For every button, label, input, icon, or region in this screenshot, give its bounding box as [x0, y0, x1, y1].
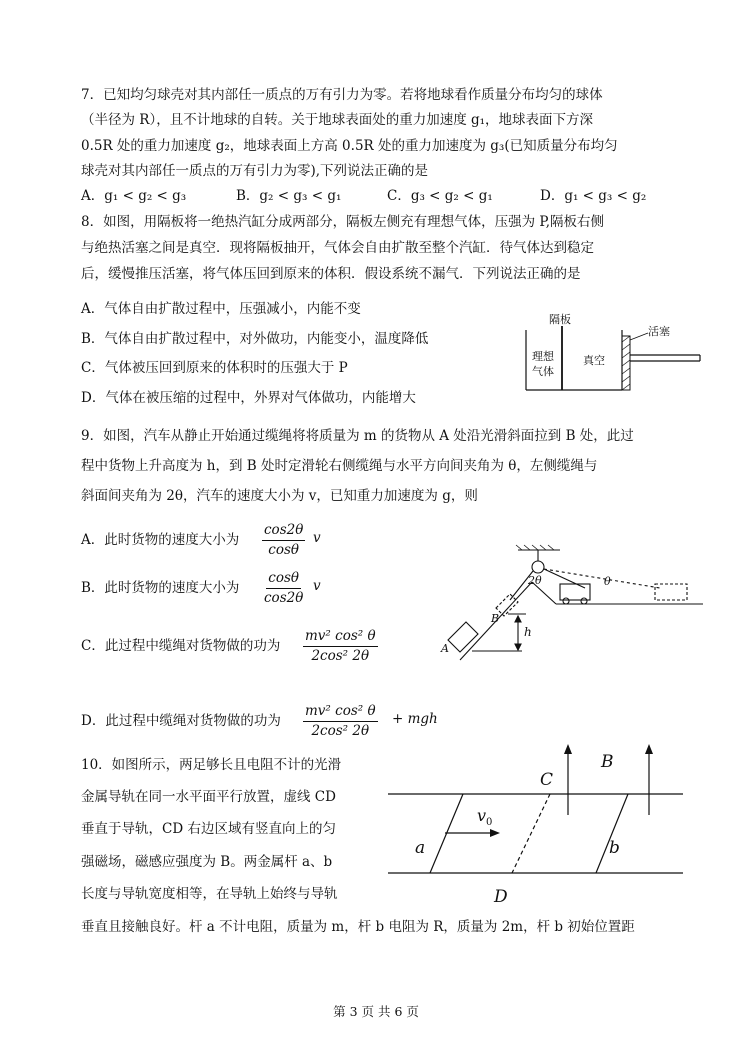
field-arrowhead-1	[564, 744, 572, 754]
q9-option-b-prefix: B．此时货物的速度大小为	[81, 580, 240, 596]
q8-option-a: A．气体自由扩散过程中，压强减小，内能不变	[81, 301, 361, 317]
q9-option-c-denominator: 2cos² 2θ	[311, 648, 370, 664]
q10-line-1: 10．如图所示，两足够长且电阻不计的光滑	[81, 757, 342, 773]
q8-option-d: D．气体在被压缩的过程中，外界对气体做功，内能增大	[81, 390, 416, 406]
q9-option-a-denominator: cosθ	[268, 542, 300, 558]
label-a: a	[415, 838, 426, 858]
q10-line-4: 强磁场，磁感应强度为 B。两金属杆 a、b	[81, 854, 333, 870]
label-v-subscript: 0	[486, 817, 493, 828]
label-v: v	[477, 806, 487, 825]
q7-option-b: B．g₂ < g₃ < g₁	[236, 188, 342, 204]
label-c: C	[540, 770, 554, 790]
q9-line-1: 9．如图，汽车从静止开始通过缆绳将将质量为 m 的货物从 A 处沿光滑斜面拉到 B 处，此过	[81, 428, 634, 444]
q10-line-3: 垂直于导轨，CD 右边区域有竖直向上的匀	[81, 821, 336, 837]
q7-line-1: 7．已知均匀球壳对其内部任一质点的万有引力为零。若将地球看作质量分布均匀的球体	[81, 87, 603, 103]
angle-2theta-label: 2θ	[528, 574, 542, 587]
height-label: h	[524, 625, 532, 639]
gas-label-2: 气体	[532, 365, 554, 378]
label-b-field: B	[601, 752, 614, 772]
q7-line-3: 0.5R 处的重力加速度 g₂，地球表面上方高 0.5R 处的重力加速度为 g₃(已知质量分布均匀	[81, 138, 618, 154]
q7-option-c: C．g₃ < g₂ < g₁	[387, 188, 493, 204]
q7-option-a: A．g₁ < g₂ < g₃	[81, 188, 187, 204]
q9-option-c-numerator: mv² cos² θ	[303, 627, 378, 647]
q10-line-5: 长度与导轨宽度相等，在导轨上始终与导轨	[81, 886, 338, 902]
piston-label: 活塞	[648, 325, 670, 338]
q9-option-b-numerator: cosθ	[266, 569, 301, 589]
q9-option-d-numerator: mv² cos² θ	[303, 702, 378, 722]
q9-option-c-fraction	[303, 627, 378, 666]
q7-option-d: D．g₁ < g₃ < g₂	[540, 188, 647, 204]
q10-line-6: 垂直且接触良好。杆 a 不计电阻，质量为 m，杆 b 电阻为 R，质量为 2m，杆 b 初始位置距	[81, 919, 635, 935]
q9-option-b-suffix: v	[313, 578, 321, 594]
q7-line-2: （半径为 R），且不计地球的自转。关于地球表面处的重力加速度 g₁，地球表面下方深	[81, 112, 594, 128]
point-b-label: B	[491, 612, 500, 625]
q9-option-a-fraction	[262, 521, 305, 560]
label-b-rod: b	[609, 838, 620, 858]
gas-label-1: 理想	[532, 350, 554, 363]
page-footer: 第 3 页 共 6 页	[333, 1004, 419, 1019]
velocity-arrowhead	[490, 829, 500, 837]
q9-line-2: 程中货物上升高度为 h，到 B 处时定滑轮右侧缆绳与水平方向间夹角为 θ，左侧缆绳与	[81, 458, 598, 474]
q9-option-a-suffix: v	[313, 530, 321, 546]
q9-option-d-denominator: 2cos² 2θ	[311, 723, 370, 739]
q8-line-3: 后，缓慢推压活塞，将气体压回到原来的体积．假设系统不漏气．下列说法正确的是	[81, 266, 581, 282]
q9-option-c-prefix: C．此过程中缆绳对货物做的功为	[81, 638, 281, 654]
q9-option-b-fraction	[262, 569, 305, 608]
q10-line-2: 金属导轨在同一水平面平行放置，虚线 CD	[81, 789, 336, 805]
point-a-label: A	[441, 642, 449, 655]
q9-line-3: 斜面间夹角为 2θ，汽车的速度大小为 v，已知重力加速度为 g，则	[81, 488, 478, 504]
q9-option-a-prefix: A．此时货物的速度大小为	[81, 532, 240, 548]
q8-line-1: 8．如图，用隔板将一绝热汽缸分成两部分，隔板左侧充有理想气体，压强为 P,隔板右侧	[81, 214, 605, 230]
angle-theta-label: θ	[604, 575, 611, 588]
q9-option-b-denominator: cos2θ	[264, 590, 304, 606]
partition-label: 隔板	[549, 313, 571, 326]
q9-option-d-suffix: + mgh	[392, 711, 438, 727]
field-arrowhead-2	[645, 744, 653, 754]
label-d: D	[494, 887, 508, 907]
q8-option-b: B．气体自由扩散过程中，对外做功，内能变小，温度降低	[81, 331, 429, 347]
q9-option-d-fraction	[303, 702, 378, 741]
q9-option-a-numerator: cos2θ	[262, 521, 305, 541]
q8-option-c: C．气体被压回到原来的体积时的压强大于 P	[81, 360, 348, 376]
q7-line-4: 球壳对其内部任一质点的万有引力为零),下列说法正确的是	[81, 163, 429, 179]
q8-line-2: 与绝热活塞之间是真空．现将隔板抽开，气体会自由扩散至整个汽缸．待气体达到稳定	[81, 240, 594, 256]
q9-option-d-prefix: D．此过程中缆绳对货物做的功为	[81, 713, 281, 729]
vacuum-label: 真空	[583, 354, 605, 367]
